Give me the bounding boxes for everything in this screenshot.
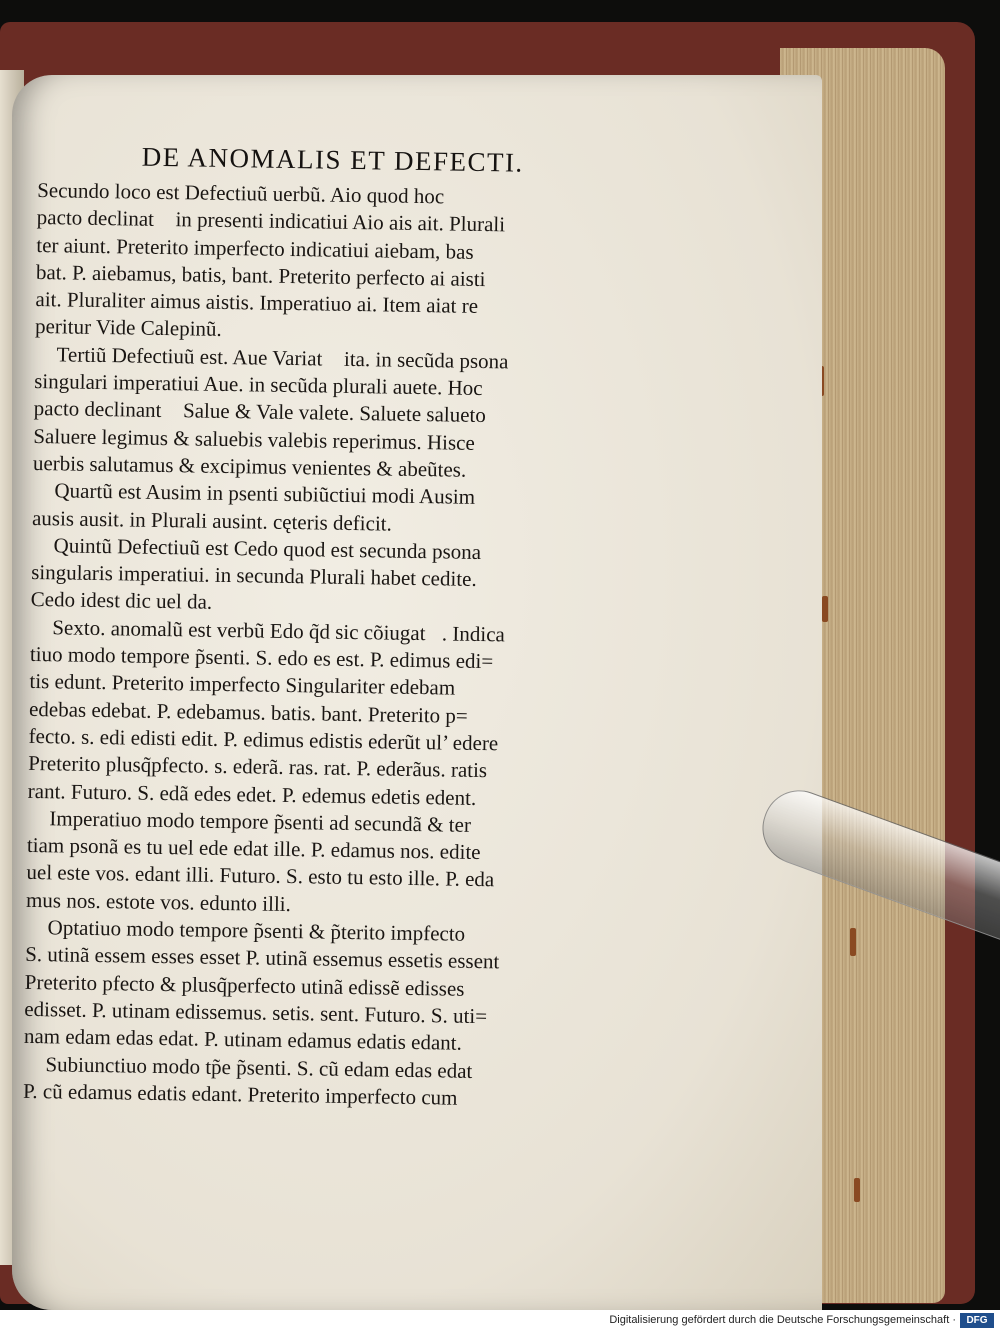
text-line: Saluere legimus & saluebis valebis reperimus. Hisce: [33, 423, 475, 455]
text-line: rant. Futuro. S. edã edes edet. P. edemus edetis edent.: [27, 778, 477, 810]
text-line: Subiunctiuo modo tp̃e p̃senti. S. cũ edam edas edat: [45, 1051, 473, 1083]
text-line: tis edunt. Preterito imperfecto Singulariter edebam: [29, 669, 456, 700]
text-line: P. cũ edamus edatis edant. Preterito imperfecto cum: [22, 1078, 458, 1110]
text-line: Secundo loco est Defectiuũ uerbũ. Aio quod hoc: [37, 177, 445, 209]
text-line: pacto declinatᷓ in presenti indicatiui Aio ais ait. Plurali: [36, 205, 506, 237]
dfg-logo: DFG: [960, 1313, 994, 1328]
text-line: tiam psonã es tu uel ede edat ille. P. edamus nos. edite: [26, 833, 481, 865]
text-line: Quartũ est Ausim in psenti subiũctiui modi Ausim: [54, 478, 476, 510]
text-line: pacto declinantᷓ Salue & Vale valete. Saluete salueto: [33, 396, 487, 428]
text-line: Preterito pfecto & plusq̃perfecto utinã edissẽ edisses: [24, 969, 465, 1001]
text-lines: [23, 177, 598, 1114]
text-line: Optatiuo modo tempore p̃senti & p̃terito impfecto: [47, 915, 466, 946]
text-line: bat. P. aiebamus, batis, bant. Preterito perfecto ai aisti: [35, 259, 486, 291]
text-line: Sexto. anomalũ est verbũ Edo q̃d sic cõiugatᷓ. Indica: [52, 615, 506, 647]
page-marker: [822, 596, 828, 622]
text-line: edisset. P. utinam edissemus. setis. sent. Futuro. S. uti=: [24, 996, 488, 1029]
text-line: Preterito plusq̃pfecto. s. ederã. ras. rat. P. ederãus. ratis: [28, 751, 488, 783]
text-line: edebas edebat. P. edebamus. batis. bant. Preterito p=: [28, 696, 468, 728]
text-line: Tertiũ Defectiuũ est. Aue Variatᷓ ita. in secũda psona: [56, 342, 509, 374]
text-line: ait. Pluraliter aimus aistis. Imperatiuo ai. Item aiat re: [35, 287, 479, 319]
footer-bar: [0, 1310, 1000, 1332]
text-line: Imperatiuo modo tempore p̃senti ad secundã & ter: [49, 806, 472, 837]
text-line: nam edam edas edat. P. utinam edamus edatis edant.: [23, 1024, 463, 1055]
text-line: ter aiunt. Preterito imperfecto indicatiui aiebam, bas: [36, 232, 474, 264]
text-line: uerbis salutamus & excipimus venientes & abeũtes.: [32, 450, 467, 482]
text-line: tiuo modo tempore p̃senti. S. edo es est. P. edimus edi=: [29, 641, 494, 674]
text-line: singulari imperatiui Aue. in secũda plurali auete. Hoc: [34, 369, 483, 401]
text-line: fecto. s. edi edisti edit. P. edimus edistis ederũt ul’ edere: [28, 723, 499, 756]
text-line: singularis imperatiui. in secunda Plurali habet cedite.: [31, 560, 477, 592]
funding-credit: Digitalisierung gefördert durch die Deutsche Forschungsgemeinschaft ·: [609, 1314, 956, 1326]
text-line: mus nos. estote vos. edunto illi.: [25, 887, 292, 916]
text-line: Quintũ Defectiuũ est Cedo quod est secunda psona: [53, 533, 482, 564]
page-marker: [850, 928, 856, 956]
text-line: uel este vos. edant illi. Futuro. S. esto tu esto ille. P. eda: [26, 860, 495, 892]
page-marker: [854, 1178, 860, 1202]
text-line: peritur Vide Calepinũ.: [34, 314, 222, 342]
text-line: ausis ausit. in Plurali ausint. cęteris deficit.: [31, 505, 393, 536]
page-text: [23, 140, 598, 1114]
text-line: Cedo idest dic uel da.: [30, 587, 213, 615]
text-line: S. utinã essem esses esset P. utinã essemus essetis essent: [25, 942, 500, 974]
running-header: DE ANOMALIS ET DEFECTI.: [141, 141, 524, 178]
